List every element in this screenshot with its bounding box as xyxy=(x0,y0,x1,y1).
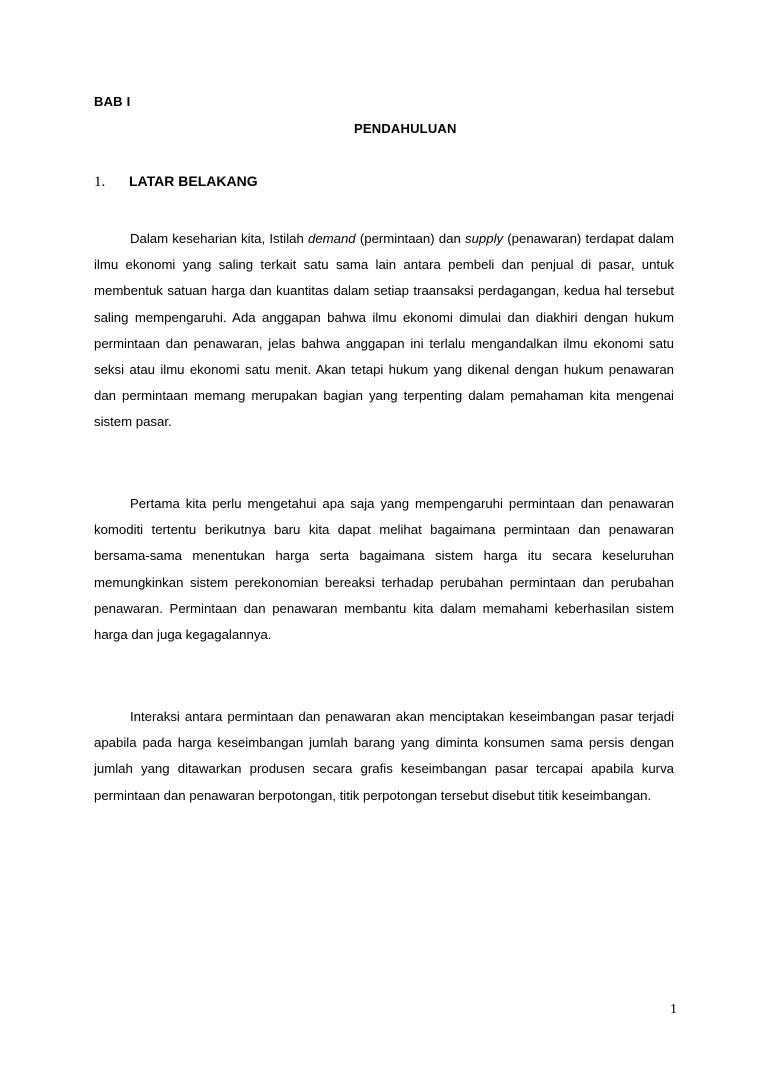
paragraph-1-part-1: Dalam keseharian kita, Istilah xyxy=(130,231,308,246)
section-title: LATAR BELAKANG xyxy=(129,173,258,189)
term-demand: demand xyxy=(307,231,356,246)
page-number: 1 xyxy=(670,1002,677,1017)
paragraph-1 xyxy=(94,226,674,436)
section-heading xyxy=(94,173,258,191)
chapter-title: PENDAHULUAN xyxy=(354,121,457,136)
paragraph-3: Interaksi antara permintaan dan penawaran akan menciptakan keseimbangan pasar terjadi apabila pada harga keseimbangan jumlah barang yang diminta konsumen sama persis dengan jumlah yang ditawarkan produsen secara grafis keseimbangan pasar tercapai apabila kurva permintaan dan penawaran berpotongan, titik perpotongan tersebut disebut titik keseimbangan. xyxy=(94,709,674,803)
paragraph-2: Pertama kita perlu mengetahui apa saja yang mempengaruhi permintaan dan penawaran komoditi tertentu berikutnya baru kita dapat melihat bagaimana permintaan dan penawaran bersama-sama menentukan harga serta bagaimana sistem harga itu secara keseluruhan memungkinkan sistem perekonomian bereaksi terhadap perubahan permintaan dan perubahan penawaran. Permintaan dan penawaran membantu kita dalam memahami keberhasilan sistem harga dan juga kegagalannya. xyxy=(94,496,674,643)
section-number: 1. xyxy=(94,174,106,190)
chapter-label: BAB I xyxy=(94,94,131,109)
term-supply: supply xyxy=(464,231,504,246)
paragraph-1-part-3: (penawaran) terdapat dalam ilmu ekonomi yang saling terkait satu sama lain antara pembeli dan penjual di pasar, untuk membentuk satuan harga dan kuantitas dalam setiap traansaksi perdagangan, kedua hal tersebut saling mempengaruhi. Ada anggapan bahwa ilmu ekonomi dimulai dan diakhiri dengan hukum permintaan dan penawaran, jelas bahwa anggapan ini terlalu mengandalkan ilmu ekonomi satu seksi atau ilmu ekonomi satu menit. Akan tetapi hukum yang dikenal dengan hukum penawaran dan permintaan memang merupakan bagian yang terpenting dalam pemahaman kita mengenai sistem pasar. xyxy=(94,231,674,430)
paragraph-1-part-2: (permintaan) dan xyxy=(355,231,465,246)
